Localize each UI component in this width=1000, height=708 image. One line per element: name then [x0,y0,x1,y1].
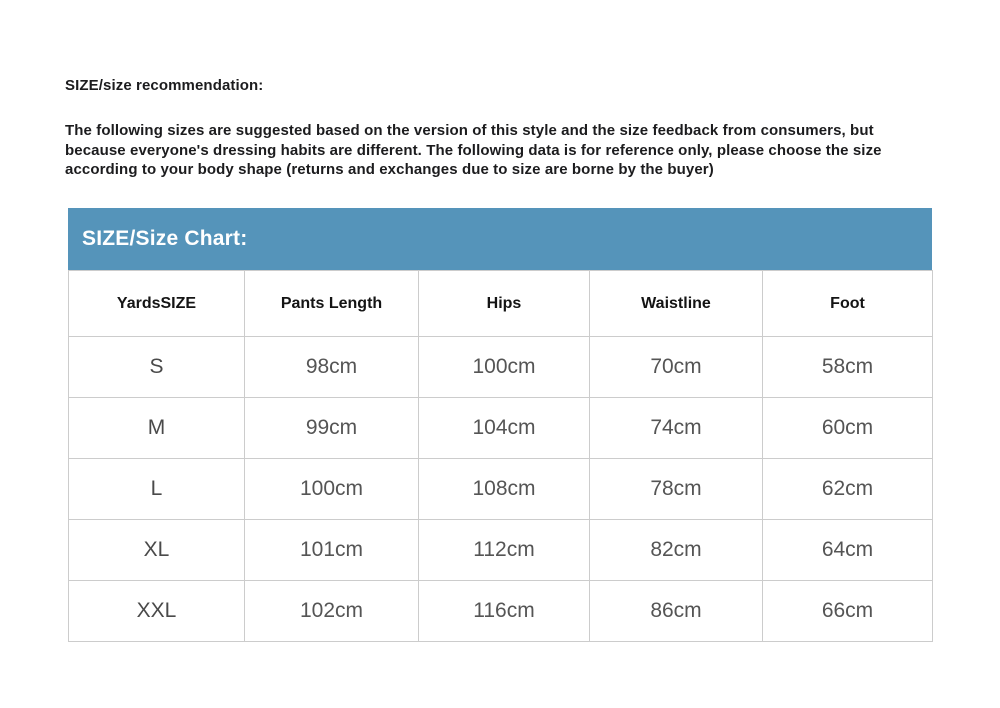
size-cell: XXL [69,581,245,642]
pants-length-cell: 101cm [245,520,419,581]
column-header-waistline: Waistline [590,271,763,337]
pants-length-cell: 99cm [245,398,419,459]
table-row-l [69,459,933,520]
foot-cell: 58cm [763,337,933,398]
recommendation-title: SIZE/size recommendation: [65,77,264,94]
foot-cell: 60cm [763,398,933,459]
table-row-xl [69,520,933,581]
table-header-row [69,271,933,337]
size-cell: L [69,459,245,520]
column-header-yards-size: YardsSIZE [69,271,245,337]
size-cell: M [69,398,245,459]
pants-length-cell: 102cm [245,581,419,642]
foot-cell: 66cm [763,581,933,642]
size-cell: XL [69,520,245,581]
size-chart-banner [68,208,932,270]
pants-length-cell: 100cm [245,459,419,520]
waistline-cell: 70cm [590,337,763,398]
column-header-foot: Foot [763,271,933,337]
column-header-hips: Hips [419,271,590,337]
foot-cell: 62cm [763,459,933,520]
size-cell: S [69,337,245,398]
pants-length-cell: 98cm [245,337,419,398]
waistline-cell: 78cm [590,459,763,520]
size-chart-table [68,270,933,642]
hips-cell: 116cm [419,581,590,642]
hips-cell: 104cm [419,398,590,459]
foot-cell: 64cm [763,520,933,581]
waistline-cell: 86cm [590,581,763,642]
hips-cell: 112cm [419,520,590,581]
hips-cell: 100cm [419,337,590,398]
size-chart-banner-title: SIZE/Size Chart: [82,227,248,250]
table-row-xxl [69,581,933,642]
hips-cell: 108cm [419,459,590,520]
column-header-pants-length: Pants Length [245,271,419,337]
table-row-s [69,337,933,398]
waistline-cell: 82cm [590,520,763,581]
waistline-cell: 74cm [590,398,763,459]
recommendation-description: The following sizes are suggested based on the version of this style and the size feedback from consumers, but because everyone's dressing habits are different. The following data is for reference only, please choose the size according to your body shape (returns and exchanges due to size are borne by the buyer) [65,122,882,178]
table-row-m [69,398,933,459]
